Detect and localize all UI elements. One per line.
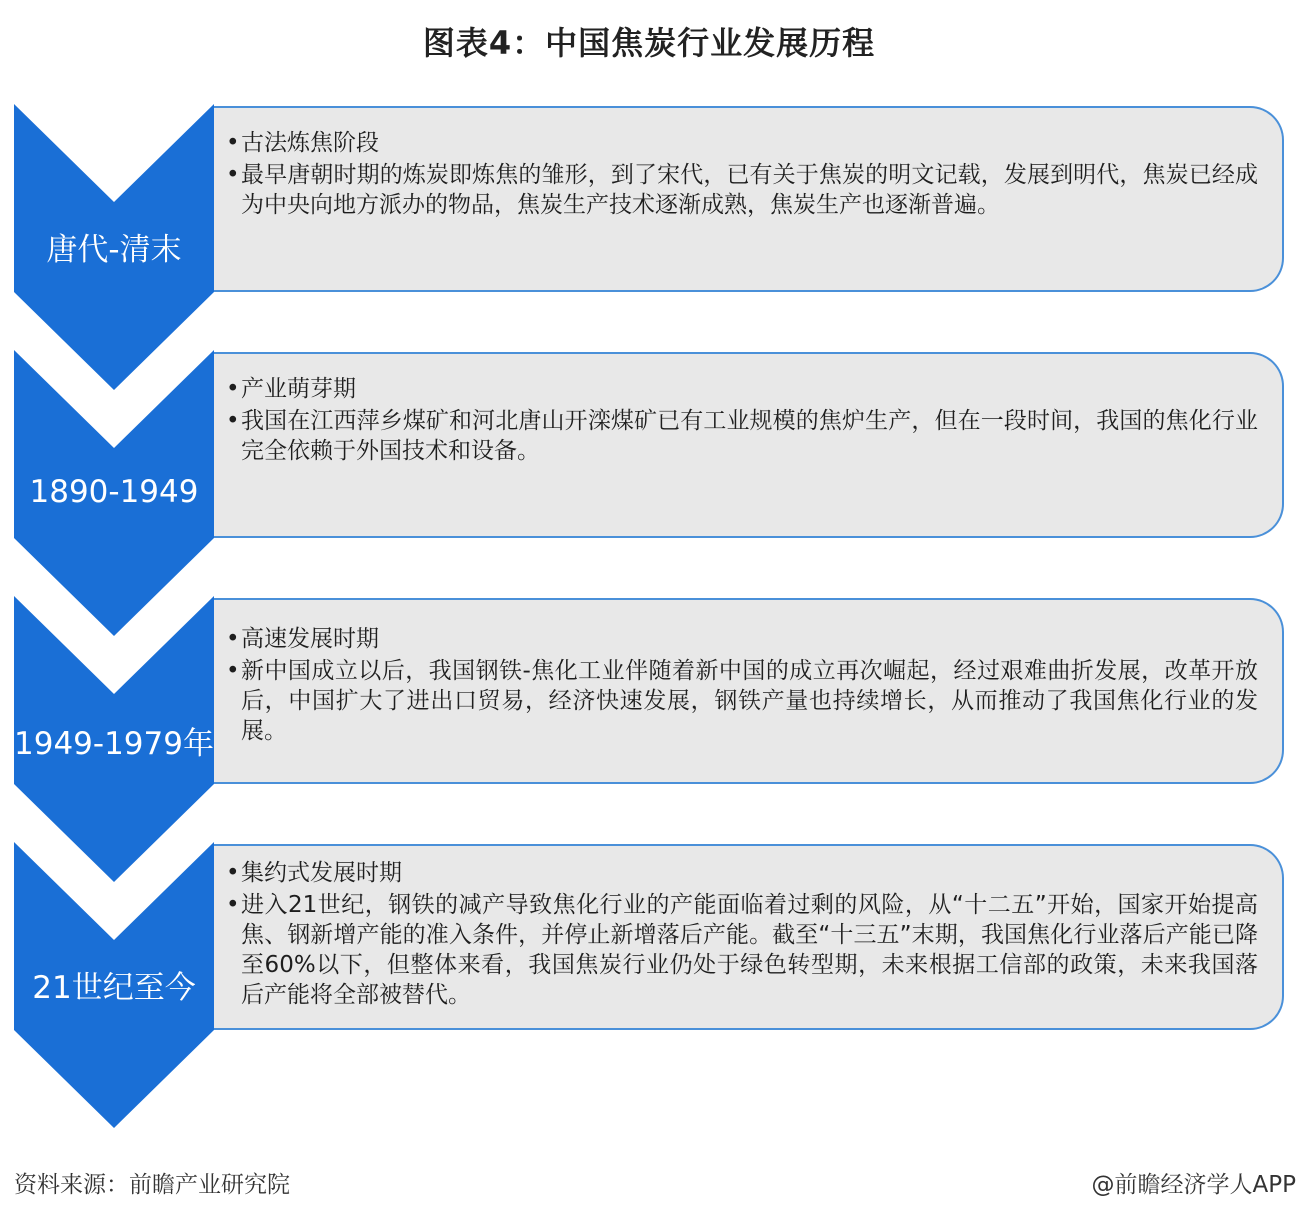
stage-description: • 新中国成立以后，我国钢铁-焦化工业伴随着新中国的成立再次崛起，经过艰难曲折发展，改革开放后，中国扩大了进出口贸易，经济快速发展，钢铁产量也持续增长，从而推动了我国焦化行业的发展。 xyxy=(226,656,1258,746)
stage-heading: • 高速发展时期 xyxy=(226,622,1258,656)
diagram-title: 图表4：中国焦炭行业发展历程 xyxy=(422,24,876,62)
stage-card xyxy=(214,352,1284,538)
stage-heading: • 古法炼焦阶段 xyxy=(226,126,1258,160)
source-note: 资料来源：前瞻产业研究院 xyxy=(14,1172,290,1198)
stage-card xyxy=(214,598,1284,784)
era-label: 1949-1979年 xyxy=(14,726,214,762)
stage-description: • 最早唐朝时期的炼炭即炼焦的雏形，到了宋代，已有关于焦炭的明文记载，发展到明代，焦炭已经成为中央向地方派办的物品，焦炭生产技术逐渐成熟，焦炭生产也逐渐普遍。 xyxy=(226,160,1258,220)
stage-heading: • 集约式发展时期 xyxy=(226,856,1258,890)
stage-card xyxy=(214,844,1284,1030)
stage-card xyxy=(214,106,1284,292)
era-label: 21世纪至今 xyxy=(32,970,196,1006)
stage-heading: • 产业萌芽期 xyxy=(226,372,1258,406)
era-label: 唐代-清末 xyxy=(46,232,182,268)
era-label: 1890-1949 xyxy=(29,474,199,510)
credit-note: @前瞻经济学人APP xyxy=(1091,1172,1296,1198)
stage-description: • 我国在江西萍乡煤矿和河北唐山开滦煤矿已有工业规模的焦炉生产，但在一段时间，我国的焦化行业完全依赖于外国技术和设备。 xyxy=(226,406,1258,466)
stage-description: • 进入21世纪，钢铁的减产导致焦化行业的产能面临着过剩的风险，从“十二五”开始，国家开始提高焦、钢新增产能的准入条件，并停止新增落后产能。截至“十三五”末期，我国焦化行业落后产能已降至60%以下，但整体来看，我国焦炭行业仍处于绿色转型期，未来根据工信部的政策，未来我国落后产能将全部被替代。 xyxy=(226,890,1258,1010)
